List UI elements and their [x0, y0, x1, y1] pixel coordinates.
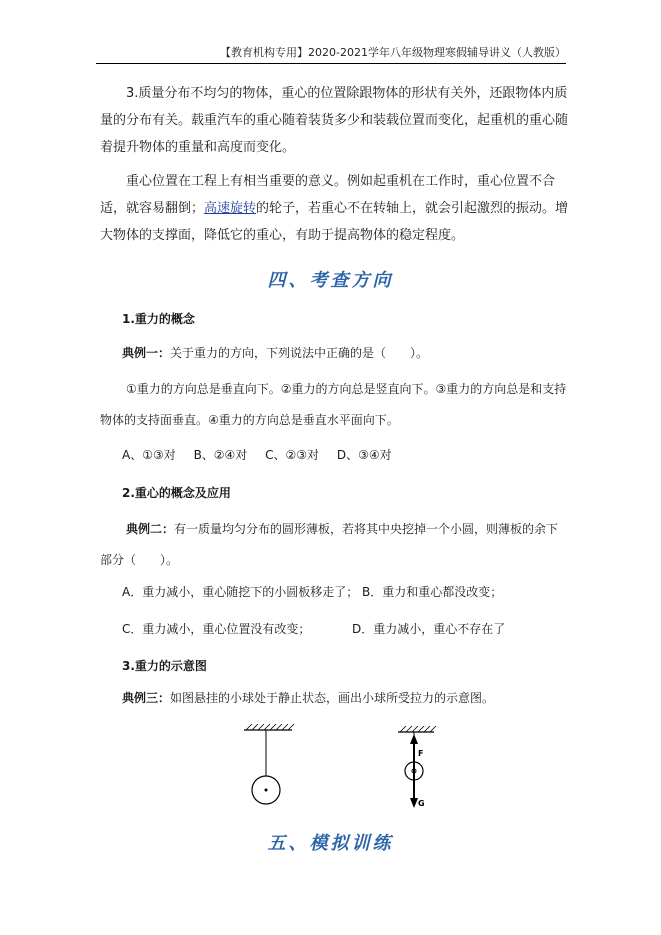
option-c: C、②③对 [265, 448, 320, 462]
example-2-option-c: C．重力减小，重心位置没有改变； [122, 622, 311, 636]
high-speed-rotation-link[interactable]: 高速旋转 [204, 201, 257, 216]
section-title-exam-directions: 四、考查方向 [267, 270, 394, 291]
example-2-options-ab [122, 583, 502, 601]
gravity-arrowhead [410, 798, 418, 808]
force-label-g: G [418, 799, 425, 808]
example-1-options [122, 446, 392, 464]
paragraph-engineering-significance [100, 168, 570, 249]
figure-hanging-ball [236, 724, 306, 814]
example-3-label: 典例三： [122, 691, 171, 705]
example-1-label: 典例一： [122, 346, 171, 360]
section-title-mock-training: 五、模拟训练 [267, 833, 394, 854]
topic-3-heading: 3.重力的示意图 [122, 659, 207, 673]
example-3-question [122, 689, 494, 707]
page-header: 【教育机构专用】2020-2021学年八年级物理寒假辅导讲义（人教版） [96, 44, 566, 64]
ceiling-hatching [400, 726, 436, 732]
example-2-option-d: D．重力减小，重心不存在了 [352, 622, 506, 636]
example-3-text: 如图悬挂的小球处于静止状态，画出小球所受拉力的示意图。 [170, 691, 495, 705]
example-1-question [122, 344, 428, 362]
example-2-label: 典例二： [126, 522, 175, 536]
example-2-text: 有一质量均匀分布的圆形薄板，若将其中央挖掉一个小圆，则薄板的余下部分（ ）。 [100, 522, 559, 567]
figure-answer-forces [394, 726, 444, 812]
option-b: B、②④对 [193, 448, 248, 462]
ceiling-hatching [246, 724, 294, 730]
option-b: B．重力和重心都没改变； [362, 585, 503, 599]
tension-arrowhead [410, 734, 418, 744]
paragraph-text-before-link: 重心位置在工程上有相当重要的意义。例如起重机在工作时，重心位置不合适，就容易翻倒； [100, 174, 556, 216]
option-a: A．重力减小，重心随挖下的小圆板移走了； [122, 585, 359, 599]
topic-1-heading: 1.重力的概念 [122, 312, 195, 326]
option-d: D、③④对 [336, 448, 392, 462]
example-1-statements: ①重力的方向总是垂直向下。②重力的方向总是竖直向下。③重力的方向总是和支持物体的支持面垂直。④重力的方向总是垂直水平面向下。 [100, 382, 567, 427]
example-2-question [100, 514, 570, 576]
paragraph-text-after-link: 的轮子，若重心不在转轴上，就会引起激烈的振动。增大物体的支撑面，降低它的重心，有助于提高物体的稳定程度。 [100, 201, 569, 243]
ball-center [265, 789, 268, 792]
option-a: A、①③对 [122, 448, 176, 462]
topic-2-heading: 2.重心的概念及应用 [122, 486, 231, 500]
example-1-text: 关于重力的方向，下列说法中正确的是（ ）。 [170, 346, 429, 360]
paragraph-center-of-gravity: 3.质量分布不均匀的物体，重心的位置除跟物体的形状有关外，还跟物体内质量的分布有关。载重汽车的重心随着装货多少和装载位置而变化，起重机的重心随着提升物体的重量和高度而变化。 [100, 86, 569, 155]
force-label-f: F [418, 749, 424, 758]
